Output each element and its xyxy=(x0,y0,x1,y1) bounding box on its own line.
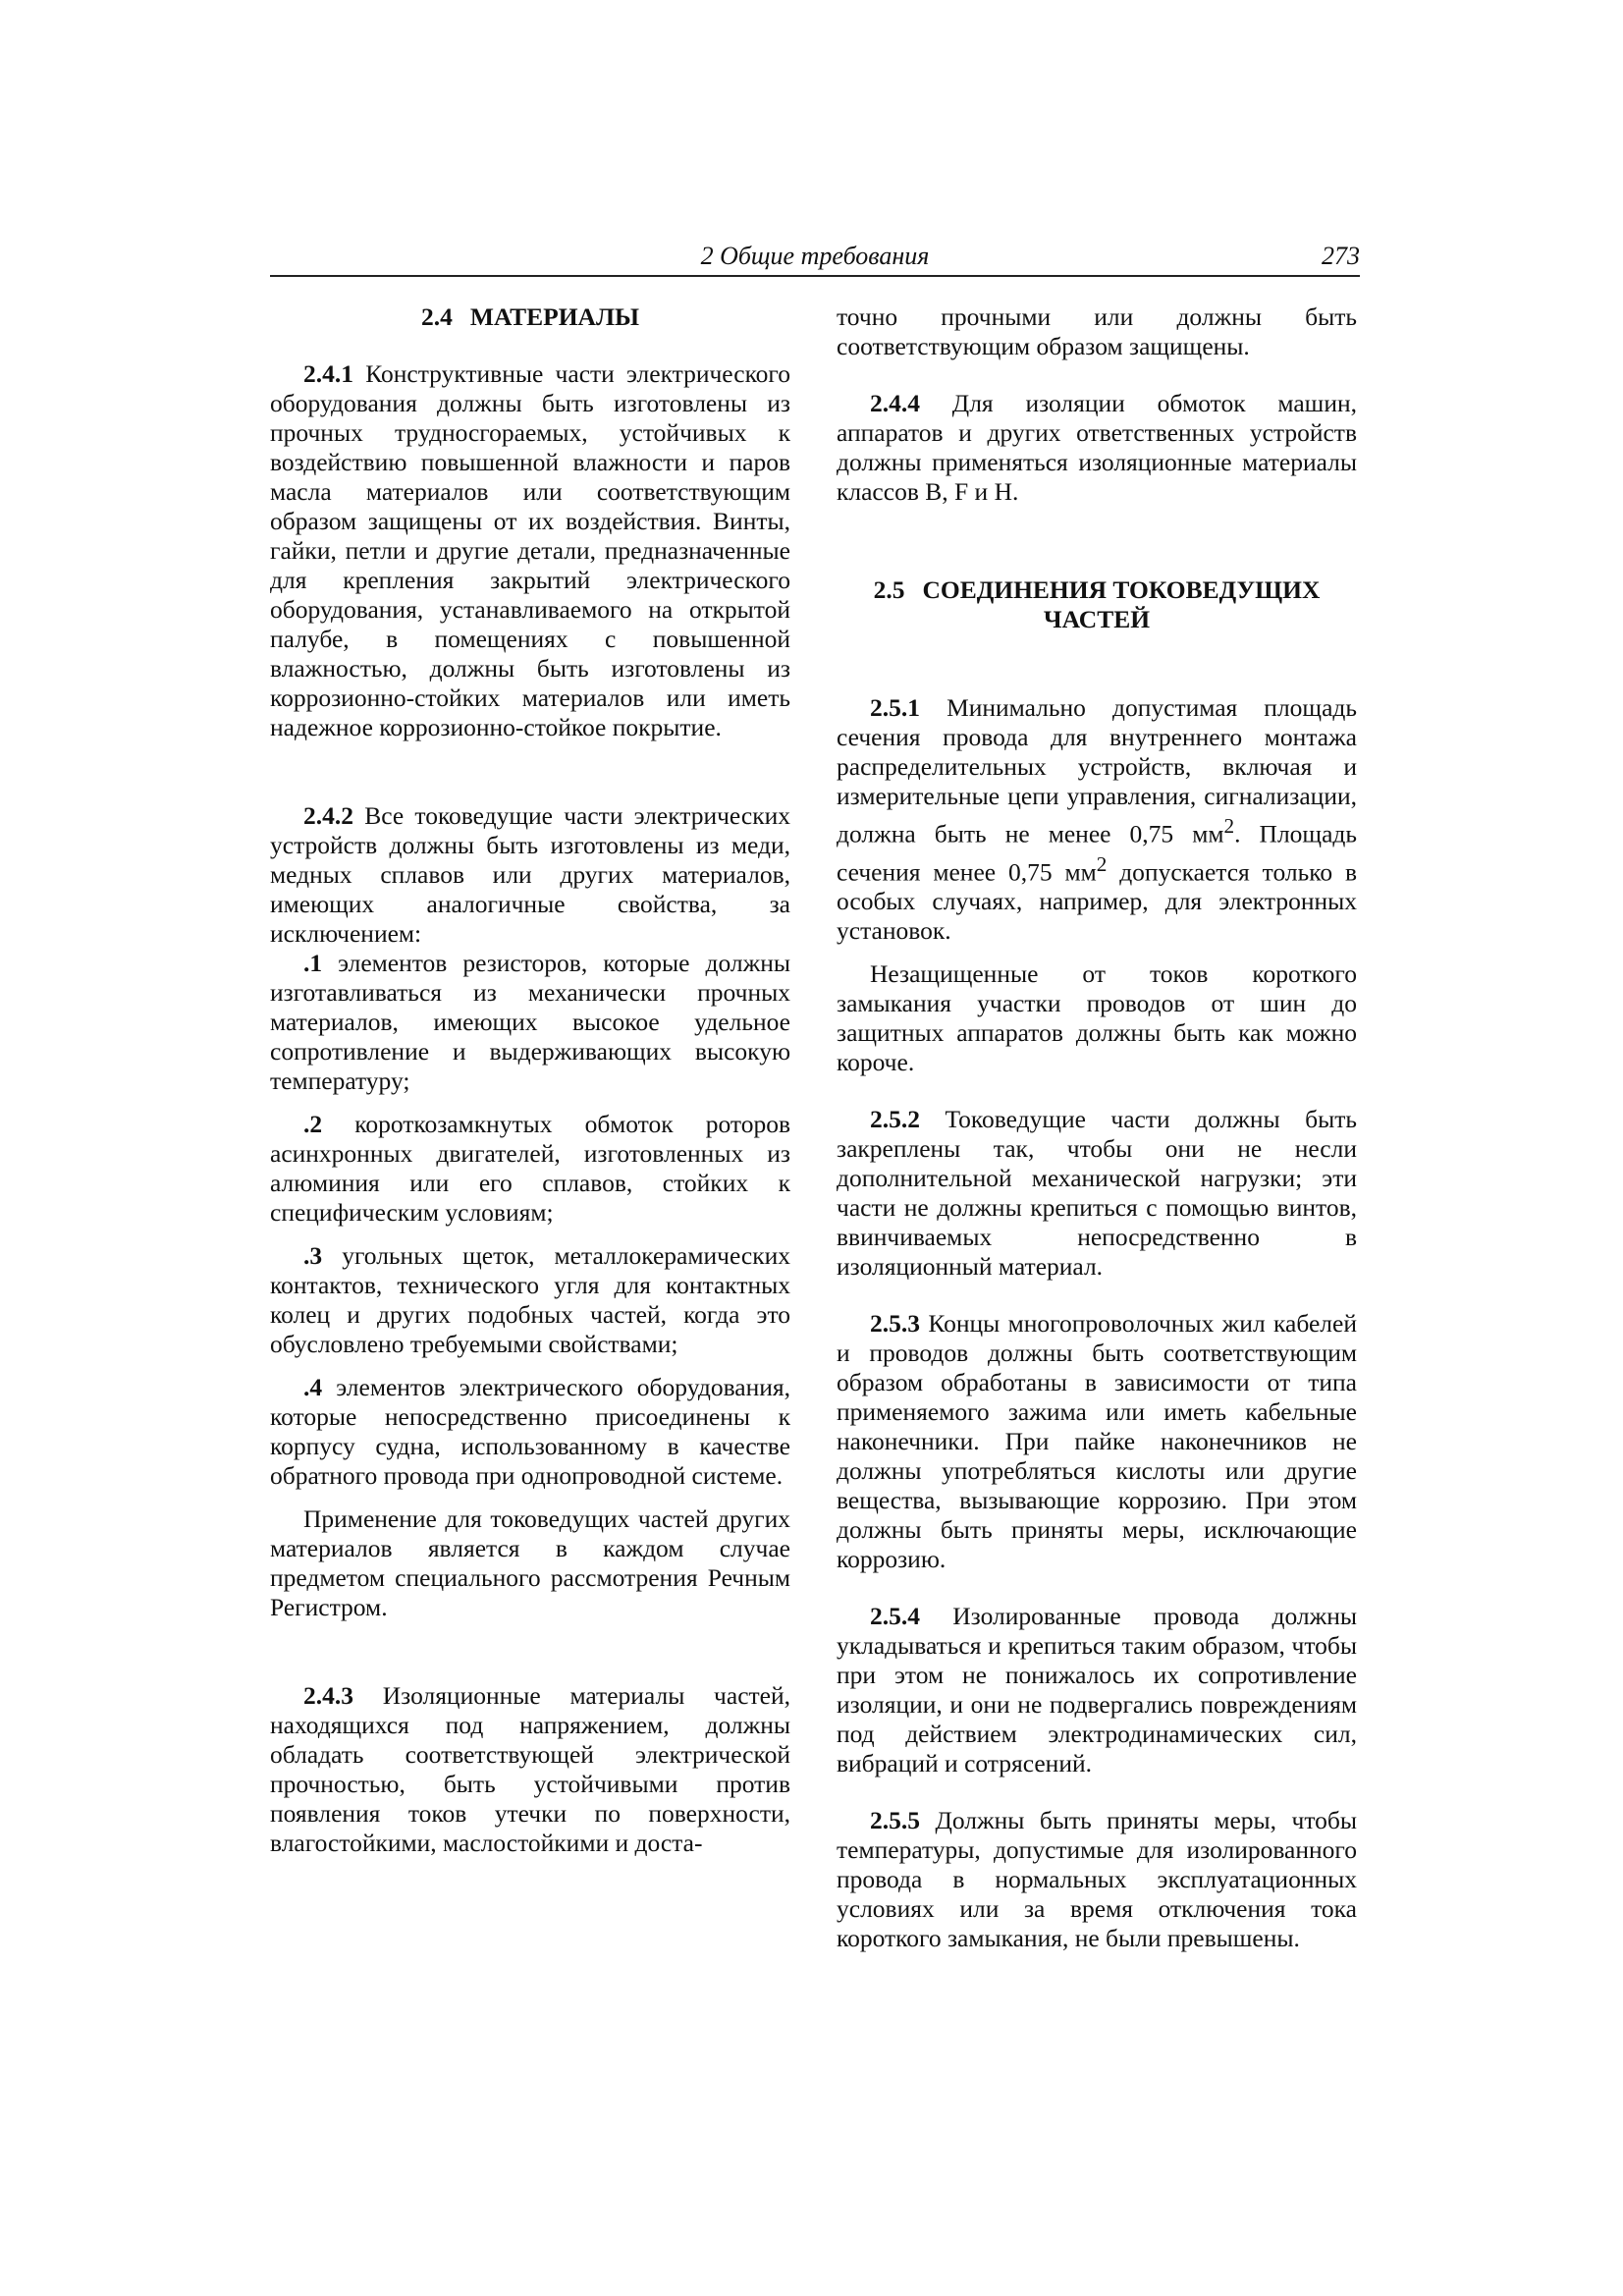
paragraph-2-5-3: 2.5.3 Концы многопроволочных жил кабелей и проводов должны быть соответствующим образом обработаны в зависимости от типа применяемого зажима или иметь кабельные наконечники. При пайке наконечников не должны употребляться кислоты или другие вещества, вызывающие коррозию. При этом должны быть приняты меры, исключающие коррозию. xyxy=(837,1309,1357,1573)
item-number: .4 xyxy=(303,1373,323,1401)
paragraph-2-4-3: 2.4.3 Изоляционные материалы частей, находящихся под напряжением, должны обладать соответствующей электрической прочностью, быть устойчивыми против появления токов утечки по поверхности, влагостойкими, маслостойкими и доста- xyxy=(270,1681,790,1857)
item-number: .1 xyxy=(303,949,323,977)
section-number: 2.5 xyxy=(873,575,905,604)
paragraph-2-4-4: 2.4.4 Для изоляции обмоток машин, аппаратов и других ответственных устройств должны применяться изоляционные материалы классов B, F и H. xyxy=(837,389,1357,506)
right-column xyxy=(837,302,1357,1953)
list-item-4: .4 элементов электрического оборудования, которые непосредственно присоединены к корпусу судна, использованному в качестве обратного провода при однопроводной системе. xyxy=(270,1373,790,1490)
list-item-1: .1 элементов резисторов, которые должны изготавливаться из механически прочных материалов, имеющих высокое удельное сопротивление и выдерживающих высокую температуру; xyxy=(270,949,790,1095)
section-heading-2-5 xyxy=(837,575,1357,634)
left-column xyxy=(270,302,790,1858)
running-header xyxy=(270,242,1360,277)
list-item-2: .2 короткозамкнутых обмоток роторов асинхронных двигателей, изготовленных из алюминия или его сплавов, стойких к специфическим условиям; xyxy=(270,1110,790,1227)
clause-number: 2.5.4 xyxy=(870,1602,920,1630)
paragraph-2-5-5: 2.5.5 Должны быть приняты меры, чтобы температуры, допустимые для изолированного провода в нормальных эксплуатационных условиях или за время отключения тока короткого замыкания, не были превышены. xyxy=(837,1806,1357,1952)
section-title-line-1: СОЕДИНЕНИЯ ТОКОВЕДУЩИХ xyxy=(922,575,1321,604)
section-number: 2.4 xyxy=(421,302,453,331)
clause-number: 2.4.4 xyxy=(870,389,920,417)
paragraph-unprotected: Незащищенные от токов короткого замыкания участки проводов от шин до защитных аппаратов должны быть как можно короче. xyxy=(837,959,1357,1076)
paragraph-2-4-1: 2.4.1 Конструктивные части электрического оборудования должны быть изготовлены из прочных трудносгораемых, устойчивых к воздействию повышенной влажности и паров масла материалов или соответствующим образом защищены от их воздействия. Винты, гайки, петли и другие детали, предназначенные для крепления закрытий электрического оборудования, устанавливаемого на открытой палубе, в помещениях с повышенной влажностью, должны быть изготовлены из коррозионно-стойких материалов или иметь надежное коррозионно-стойкое покрытие. xyxy=(270,359,790,741)
item-number: .2 xyxy=(303,1110,323,1138)
clause-number: 2.4.3 xyxy=(303,1681,353,1710)
header-title: 2 Общие требования xyxy=(700,242,930,270)
clause-number: 2.5.1 xyxy=(870,693,920,722)
paragraph-2-5-2: 2.5.2 Токоведущие части должны быть закреплены так, чтобы они не несли дополнительной механической нагрузки; эти части не должны крепиться с помощью винтов, ввинчиваемых непосредственно в изоляционный материал. xyxy=(837,1105,1357,1281)
item-number: .3 xyxy=(303,1241,323,1270)
paragraph-2-5-4: 2.5.4 Изолированные провода должны укладываться и крепиться таким образом, чтобы при этом не понижалось их сопротивление изоляции, и они не подвергались повреждениям под действием электродинамических сил, вибраций и сотрясений. xyxy=(837,1602,1357,1777)
page-number: 273 xyxy=(1322,242,1360,270)
list-item-3: .3 угольных щеток, металлокерамических контактов, технического угля для контактных колец и других подобных частей, когда это обусловлено требуемыми свойствами; xyxy=(270,1241,790,1358)
paragraph-2-4-3-continued: точно прочными или должны быть соответствующим образом защищены. xyxy=(837,302,1357,360)
section-heading-2-4 xyxy=(270,302,790,332)
section-title: МАТЕРИАЛЫ xyxy=(469,302,639,331)
paragraph-application: Применение для токоведущих частей других материалов является в каждом случае предметом специального рассмотрения Речным Регистром. xyxy=(270,1504,790,1621)
paragraph-2-5-1: 2.5.1 Минимально допустимая площадь сечения провода для внутреннего монтажа распределительных устройств, включая и измерительные цепи управления, сигнализации, должна быть не менее 0,75 $мм^2$. Площадь сечения менее 0,75 $мм^2$ допускается только в особых случаях, например, для электронных установок. xyxy=(837,693,1357,945)
clause-number: 2.5.3 xyxy=(870,1309,920,1338)
paragraph-2-4-2: 2.4.2 Все токоведущие части электрических устройств должны быть изготовлены из меди, медных сплавов или других материалов, имеющих аналогичные свойства, за исключением: xyxy=(270,801,790,948)
clause-number: 2.4.1 xyxy=(303,359,353,388)
clause-number: 2.4.2 xyxy=(303,801,353,830)
section-title-line-2: ЧАСТЕЙ xyxy=(1043,605,1151,633)
clause-number: 2.5.2 xyxy=(870,1105,920,1133)
clause-number: 2.5.5 xyxy=(870,1806,920,1834)
